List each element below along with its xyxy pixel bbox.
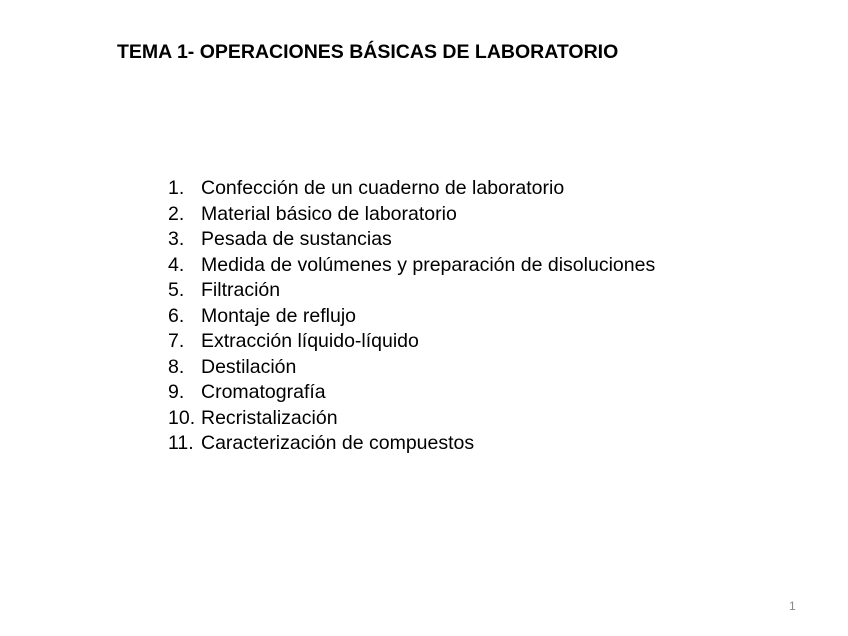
item-text: Filtración (201, 279, 281, 301)
item-number: 6. (168, 304, 185, 327)
item-number: 8. (168, 355, 185, 378)
list-item (168, 304, 655, 330)
item-text: Destilación (201, 355, 297, 378)
item-text: Confección de un cuaderno de laboratorio (201, 177, 565, 199)
list-item (168, 329, 655, 355)
list-item (168, 406, 655, 432)
topic-list (168, 176, 655, 457)
list-item (168, 227, 655, 253)
list-item (168, 176, 655, 202)
item-text: Medida de volúmenes y preparación de disoluciones (201, 253, 656, 276)
item-number: 4. (168, 253, 185, 276)
item-number: 2. (168, 202, 185, 225)
item-number: 11. (168, 432, 194, 454)
list-item (168, 278, 655, 304)
item-text: Material básico de laboratorio (201, 202, 457, 225)
item-text: Cromatografía (201, 381, 326, 403)
item-number: 3. (168, 228, 185, 250)
list-item (168, 380, 655, 406)
item-number: 10. (168, 406, 196, 429)
list-item (168, 202, 655, 228)
item-number: 7. (168, 330, 185, 352)
item-text: Montaje de reflujo (201, 304, 357, 327)
list-item (168, 355, 655, 381)
item-number: 1. (168, 177, 185, 199)
item-text: Caracterización de compuestos (201, 432, 475, 454)
list-item (168, 253, 655, 279)
item-number: 9. (168, 381, 185, 403)
item-text: Recristalización (201, 406, 338, 429)
slide-title: TEMA 1- OPERACIONES BÁSICAS DE LABORATORIO (117, 41, 619, 63)
item-text: Pesada de sustancias (201, 228, 392, 250)
item-text: Extracción líquido-líquido (201, 330, 419, 352)
item-number: 5. (168, 279, 185, 301)
list-item (168, 431, 655, 457)
page-number: 1 (789, 599, 796, 613)
